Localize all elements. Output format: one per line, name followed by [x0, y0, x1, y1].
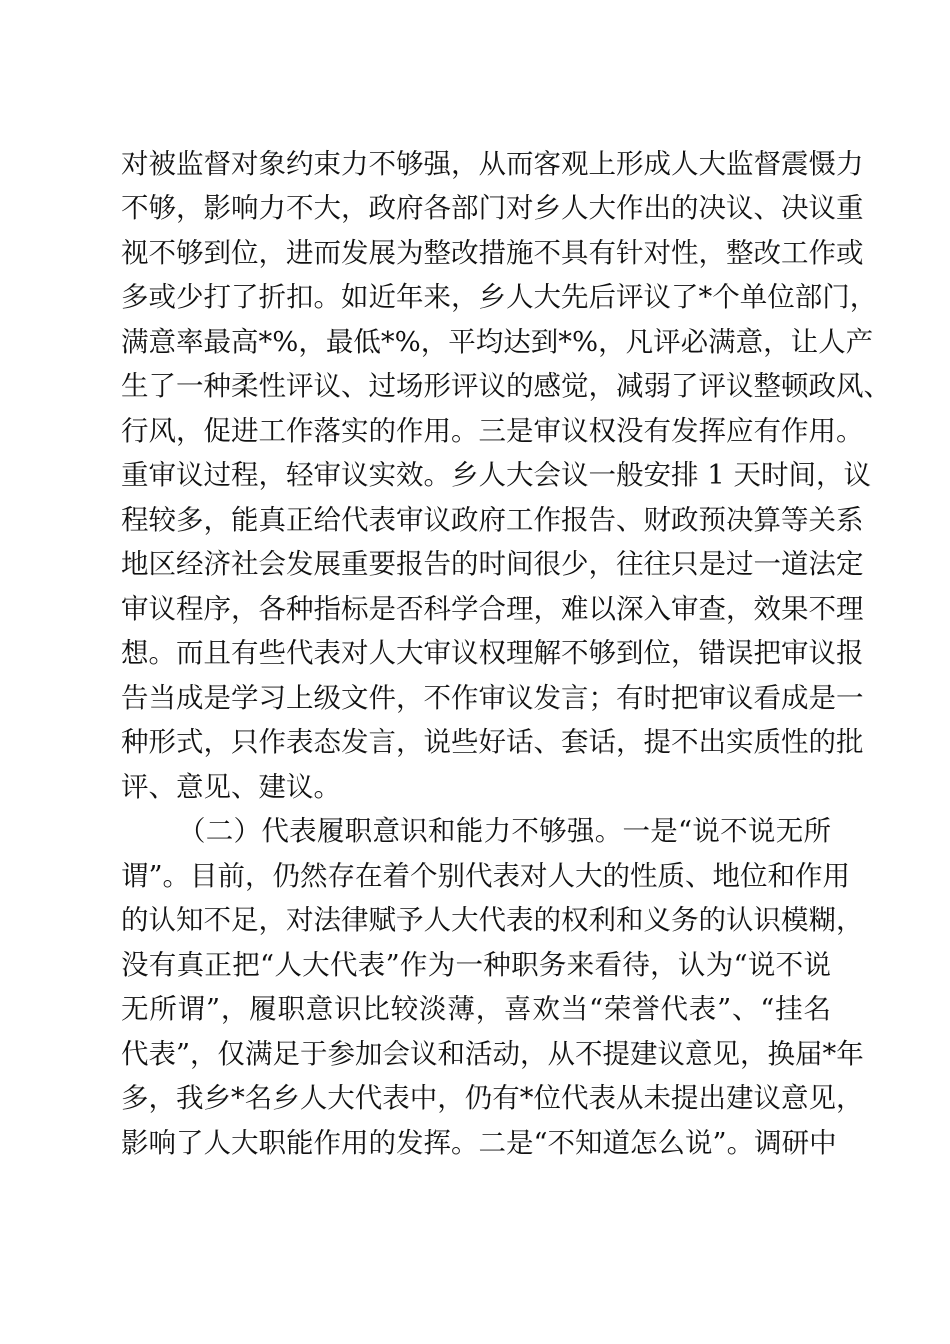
- text-line: 不够，影响力不大，政府各部门对乡人大作出的决议、决议重: [121, 192, 864, 224]
- section-heading-line: （二）代表履职意识和能力不够强。一是“说不说无所: [178, 815, 831, 847]
- text-line: 影响了人大职能作用的发挥。二是“不知道怎么说”。调研中: [121, 1127, 837, 1159]
- text-line: 种形式，只作表态发言，说些好话、套话，提不出实质性的批: [121, 726, 864, 758]
- text-line: 审议程序，各种指标是否科学合理，难以深入审查，效果不理: [121, 593, 864, 625]
- text-line: 无所谓”，履职意识比较淡薄，喜欢当“荣誉代表”、“挂名: [121, 993, 831, 1025]
- text-line: 生了一种柔性评议、过场形评议的感觉，减弱了评议整顿政风、: [121, 370, 891, 402]
- text-line: 多，我乡*名乡人大代表中，仍有*位代表从未提出建议意见，: [121, 1082, 864, 1114]
- text-line: 多或少打了折扣。如近年来，乡人大先后评议了*个单位部门，: [121, 281, 878, 313]
- text-line: 重审议过程，轻审议实效。乡人大会议一般安排 1 天时间，议: [121, 459, 871, 491]
- text-line: 对被监督对象约束力不够强，从而客观上形成人大监督震慑力: [121, 148, 864, 180]
- text-line: 行风，促进工作落实的作用。三是审议权没有发挥应有作用。: [121, 415, 864, 447]
- text-line: 程较多，能真正给代表审议政府工作报告、财政预决算等关系: [121, 504, 864, 536]
- text-line: 视不够到位，进而发展为整改措施不具有针对性，整改工作或: [121, 237, 864, 269]
- text-line: 告当成是学习上级文件，不作审议发言；有时把审议看成是一: [121, 682, 864, 714]
- text-line: 谓”。目前，仍然存在着个别代表对人大的性质、地位和作用: [121, 860, 851, 892]
- text-line: 评、意见、建议。: [121, 771, 341, 803]
- text-line: 想。而且有些代表对人大审议权理解不够到位，错误把审议报: [121, 637, 864, 669]
- text-line: 满意率最高*%，最低*%，平均达到*%，凡评必满意，让人产: [121, 326, 874, 358]
- text-line: 没有真正把“人大代表”作为一种职务来看待，认为“说不说: [121, 949, 831, 981]
- text-line: 地区经济社会发展重要报告的时间很少，往往只是过一道法定: [121, 548, 864, 580]
- text-line: 代表”，仅满足于参加会议和活动，从不提建议意见，换届*年: [121, 1038, 864, 1070]
- text-line: 的认知不足，对法律赋予人大代表的权利和义务的认识模糊，: [121, 904, 864, 936]
